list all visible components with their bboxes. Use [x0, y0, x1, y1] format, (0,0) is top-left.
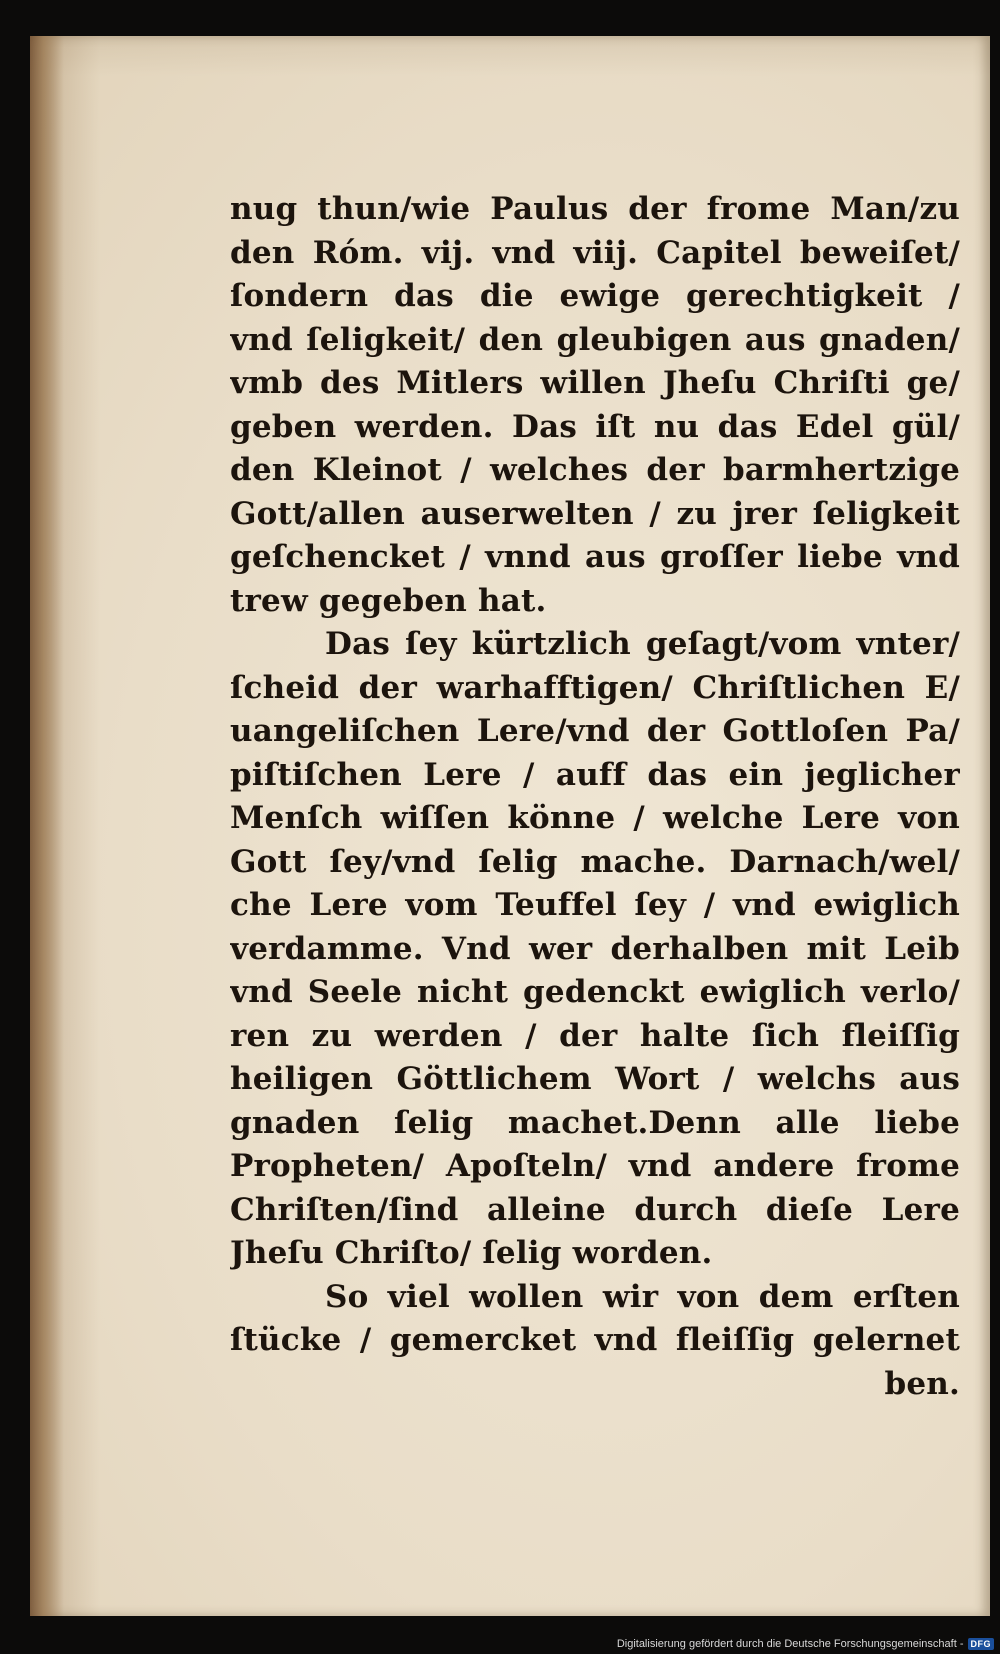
text-line: uangeliſchen Lere/vnd der Gottloſen Pa/: [230, 713, 960, 749]
text-line: che Lere vom Teuffel ſey / vnd ewiglich: [230, 887, 960, 923]
text-line: heiligen Göttlichem Wort / welchs aus: [230, 1061, 960, 1097]
text-line: geſchencket / vnnd aus groſſer liebe vnd: [230, 539, 960, 575]
text-line: Menſch wiſſen könne / welche Lere von: [230, 800, 960, 836]
digitization-footer: [617, 1638, 994, 1650]
text-line: ſondern das die ewige gerechtigkeit /: [230, 278, 960, 314]
text-line: nug thun/wie Paulus der frome Man/zu: [230, 191, 960, 227]
text-line: vmb des Mitlers willen Jheſu Chriſti ge/: [230, 365, 960, 401]
text-line: Jheſu Chriſto/ ſelig worden.: [230, 1235, 713, 1271]
text-line: gnaden ſelig machet.Denn alle liebe: [230, 1104, 960, 1141]
text-line: piſtiſchen Lere / auff das ein jeglicher: [230, 756, 960, 793]
page-binding-shadow: [30, 36, 64, 1616]
footer-attribution: Digitalisierung gefördert durch die Deutsche Forschungsgemeinschaft -: [616, 1638, 964, 1650]
text-line: Gott/allen auserwelten / zu jrer ſeligkeit: [230, 495, 960, 532]
text-line: Propheten/ Apoſteln/ vnd andere frome: [230, 1148, 960, 1184]
text-line: verdamme. Vnd wer derhalben mit Leib: [230, 930, 960, 967]
text-line: ſtücke / gemercket vnd fleiſſig gelernet: [230, 1322, 960, 1358]
text-line: trew gegeben hat.: [230, 582, 547, 619]
book-page: [30, 36, 990, 1616]
text-line: ſcheid der warhafftigen/ Chriſtlichen E/: [230, 669, 960, 706]
text-line-catchword: ben.: [884, 1365, 960, 1402]
text-line-indented: Das ſey kürtzlich geſagt/vom vnter/: [325, 626, 960, 662]
text-line: den Kleinot / welches der barmhertzige: [230, 452, 960, 488]
text-line: Chriſten/ſind alleine durch dieſe Lere: [230, 1191, 960, 1228]
text-line-indented: So viel wollen wir von dem erſten: [325, 1278, 960, 1315]
text-line: ren zu werden / der halte ſich fleiſſig: [230, 1017, 960, 1054]
text-line: geben werden. Das iſt nu das Edel gül/: [230, 408, 960, 445]
text-line: Gott ſey/vnd ſelig mache. Darnach/wel/: [230, 843, 960, 880]
text-line: vnd ſeligkeit/ den gleubigen aus gnaden/: [230, 321, 960, 358]
text-line: vnd Seele nicht gedenckt ewiglich verlo/: [230, 974, 960, 1010]
text-line: den Róm. vij. vnd viij. Capitel beweiſet/: [230, 234, 960, 271]
page-text-block: [230, 188, 960, 1406]
dfg-logo: DFG: [968, 1638, 995, 1650]
